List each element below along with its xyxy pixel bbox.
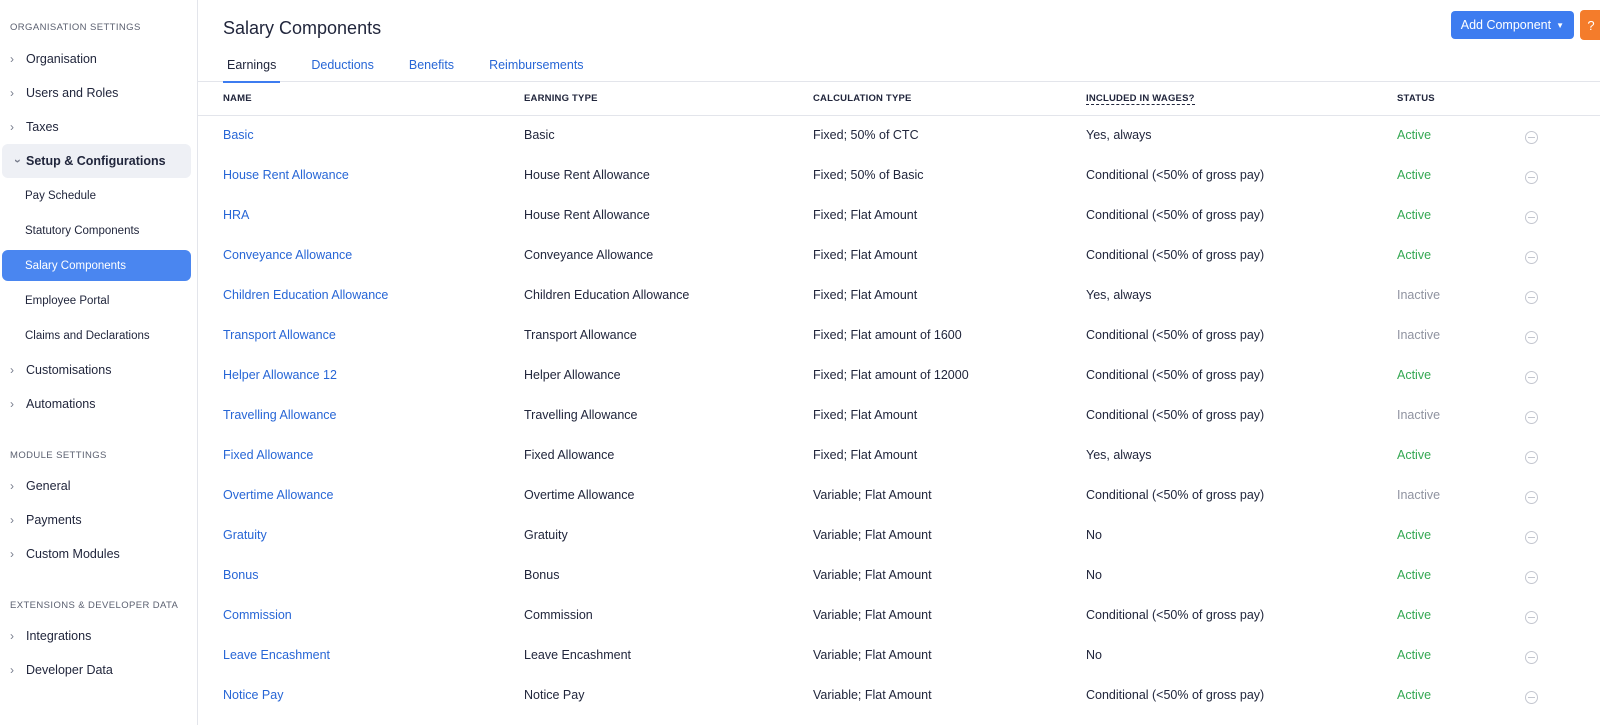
column-header-name: NAME bbox=[198, 82, 524, 115]
component-name-cell bbox=[198, 195, 524, 235]
chevron-right-icon: › bbox=[10, 52, 14, 66]
component-name-cell bbox=[198, 315, 524, 355]
table-row bbox=[198, 195, 1600, 235]
chevron-right-icon: › bbox=[10, 663, 14, 677]
table-row bbox=[198, 475, 1600, 515]
table-row bbox=[198, 395, 1600, 435]
status-cell: Active bbox=[1397, 568, 1432, 582]
calculation-type-cell: Fixed; Flat Amount bbox=[813, 208, 918, 222]
calculation-type-cell: Fixed; Flat Amount bbox=[813, 408, 918, 422]
sidebar-item-setup-configurations[interactable] bbox=[2, 144, 191, 178]
sidebar-item-label: Taxes bbox=[26, 120, 59, 134]
component-name-link[interactable]: Bonus bbox=[223, 568, 259, 582]
component-name-cell bbox=[198, 155, 524, 195]
earning-type-cell: Fixed Allowance bbox=[524, 448, 615, 462]
component-name-cell bbox=[198, 555, 524, 595]
chevron-right-icon: › bbox=[10, 86, 14, 100]
add-component-button[interactable] bbox=[1451, 11, 1574, 39]
chevron-right-icon: › bbox=[10, 363, 14, 377]
sidebar-item-custom-modules[interactable] bbox=[0, 537, 197, 571]
more-options-icon[interactable] bbox=[1525, 291, 1538, 304]
earning-type-cell: Transport Allowance bbox=[524, 328, 637, 342]
included-in-wages-cell: Yes, always bbox=[1086, 448, 1152, 462]
add-component-label: Add Component bbox=[1460, 18, 1552, 32]
status-cell: Inactive bbox=[1397, 328, 1441, 342]
more-options-icon[interactable] bbox=[1525, 571, 1538, 584]
column-header-calculation-type: CALCULATION TYPE bbox=[813, 82, 1086, 115]
row-actions-cell bbox=[1525, 635, 1600, 675]
included-in-wages-cell: Conditional (<50% of gross pay) bbox=[1086, 368, 1265, 382]
included-in-wages-cell: Conditional (<50% of gross pay) bbox=[1086, 328, 1265, 342]
component-name-link[interactable]: Commission bbox=[223, 608, 292, 622]
calculation-type-cell: Variable; Flat Amount bbox=[813, 528, 932, 542]
earning-type-cell: Notice Pay bbox=[524, 688, 585, 702]
sidebar-item-label: Developer Data bbox=[26, 663, 113, 677]
earning-type-cell: Basic bbox=[524, 128, 555, 143]
earning-type-cell: Helper Allowance bbox=[524, 368, 621, 382]
tab-benefits[interactable]: Benefits bbox=[408, 58, 455, 72]
included-in-wages-cell: Conditional (<50% of gross pay) bbox=[1086, 608, 1265, 622]
page-header bbox=[198, 0, 1600, 52]
sidebar-subitem-employee-portal[interactable]: Employee Portal bbox=[25, 294, 110, 307]
component-name-link[interactable]: Fixed Allowance bbox=[223, 448, 314, 462]
component-name-cell bbox=[198, 355, 524, 395]
more-options-icon[interactable] bbox=[1525, 651, 1538, 664]
section-label-organisation: ORGANISATION SETTINGS bbox=[10, 22, 141, 33]
sidebar-item-label: Integrations bbox=[26, 629, 92, 643]
included-in-wages-cell: No bbox=[1086, 568, 1102, 582]
more-options-icon[interactable] bbox=[1525, 691, 1538, 704]
status-cell: Inactive bbox=[1397, 488, 1441, 502]
table-row bbox=[198, 435, 1600, 475]
row-actions-cell bbox=[1525, 595, 1600, 635]
section-label-extensions: EXTENSIONS & DEVELOPER DATA bbox=[10, 600, 179, 611]
earning-type-cell: Conveyance Allowance bbox=[524, 248, 654, 262]
table-row bbox=[198, 275, 1600, 315]
table-row bbox=[198, 555, 1600, 595]
sidebar-item-payments[interactable] bbox=[0, 503, 197, 537]
sidebar-item-label: Customisations bbox=[26, 363, 112, 377]
status-cell: Active bbox=[1397, 368, 1432, 382]
chevron-right-icon: › bbox=[10, 479, 14, 493]
component-name-cell bbox=[198, 115, 524, 155]
sidebar-item-label: Organisation bbox=[26, 52, 97, 66]
included-in-wages-cell: No bbox=[1086, 648, 1102, 662]
sidebar-item-organisation[interactable] bbox=[0, 42, 197, 76]
calculation-type-cell: Fixed; Flat Amount bbox=[813, 248, 918, 262]
calculation-type-cell: Variable; Flat Amount bbox=[813, 688, 932, 702]
page-title: Salary Components bbox=[223, 17, 382, 38]
more-options-icon[interactable] bbox=[1525, 171, 1538, 184]
included-in-wages-cell: Yes, always bbox=[1086, 288, 1152, 302]
header-actions bbox=[1451, 10, 1600, 40]
row-actions-cell bbox=[1525, 275, 1600, 315]
more-options-icon[interactable] bbox=[1525, 611, 1538, 624]
component-name-link[interactable]: Travelling Allowance bbox=[223, 408, 337, 422]
chevron-right-icon: › bbox=[10, 513, 14, 527]
component-name-cell bbox=[198, 515, 524, 555]
component-name-cell bbox=[198, 435, 524, 475]
included-in-wages-cell: Conditional (<50% of gross pay) bbox=[1086, 408, 1265, 422]
table-row bbox=[198, 635, 1600, 675]
component-tabs bbox=[198, 52, 1600, 82]
row-actions-cell bbox=[1525, 555, 1600, 595]
status-cell: Inactive bbox=[1397, 408, 1441, 422]
calculation-type-cell: Variable; Flat Amount bbox=[813, 488, 932, 502]
included-in-wages-cell: No bbox=[1086, 528, 1102, 542]
status-cell: Active bbox=[1397, 208, 1432, 222]
tab-reimbursements[interactable]: Reimbursements bbox=[489, 58, 584, 72]
row-actions-cell bbox=[1525, 235, 1600, 275]
status-cell: Active bbox=[1397, 528, 1432, 542]
component-name-cell bbox=[198, 235, 524, 275]
column-header-included-in-wages bbox=[1086, 82, 1397, 115]
more-options-icon[interactable] bbox=[1525, 531, 1538, 544]
sidebar-item-taxes[interactable] bbox=[0, 110, 197, 144]
component-name-link[interactable]: Helper Allowance 12 bbox=[223, 368, 337, 382]
more-options-icon[interactable] bbox=[1525, 411, 1538, 424]
included-in-wages-cell: Conditional (<50% of gross pay) bbox=[1086, 248, 1265, 262]
table-row bbox=[198, 515, 1600, 555]
chevron-right-icon: › bbox=[10, 547, 14, 561]
salary-components-table bbox=[198, 82, 1600, 715]
sidebar-item-label: Users and Roles bbox=[26, 86, 119, 100]
more-options-icon[interactable] bbox=[1525, 371, 1538, 384]
component-name-link[interactable]: Leave Encashment bbox=[223, 648, 331, 662]
included-in-wages-cell: Conditional (<50% of gross pay) bbox=[1086, 168, 1265, 182]
table-row bbox=[198, 315, 1600, 355]
row-actions-cell bbox=[1525, 395, 1600, 435]
main-content bbox=[198, 0, 1600, 725]
row-actions-cell bbox=[1525, 355, 1600, 395]
row-actions-cell bbox=[1525, 435, 1600, 475]
help-button[interactable]: ? bbox=[1580, 10, 1600, 40]
row-actions-cell bbox=[1525, 675, 1600, 715]
component-name-link[interactable]: Gratuity bbox=[223, 528, 267, 542]
status-cell: Inactive bbox=[1397, 288, 1441, 302]
chevron-right-icon: › bbox=[10, 397, 14, 411]
sidebar-item-label: General bbox=[26, 479, 71, 493]
caret-down-icon: ▼ bbox=[1556, 20, 1564, 30]
earning-type-cell: Overtime Allowance bbox=[524, 488, 635, 502]
more-options-icon[interactable] bbox=[1525, 131, 1538, 144]
sidebar-item-label: Payments bbox=[26, 513, 82, 527]
included-in-wages-header-label[interactable]: INCLUDED IN WAGES? bbox=[1086, 92, 1195, 104]
earning-type-cell: Leave Encashment bbox=[524, 648, 632, 662]
column-header-actions bbox=[1525, 82, 1600, 115]
earning-type-cell: Bonus bbox=[524, 568, 560, 582]
sidebar-item-integrations[interactable] bbox=[0, 619, 197, 653]
more-options-icon[interactable] bbox=[1525, 451, 1538, 464]
tab-deductions[interactable]: Deductions bbox=[311, 58, 374, 72]
more-options-icon[interactable] bbox=[1525, 211, 1538, 224]
included-in-wages-cell: Conditional (<50% of gross pay) bbox=[1086, 208, 1265, 222]
included-in-wages-cell: Conditional (<50% of gross pay) bbox=[1086, 488, 1265, 502]
earning-type-cell: Commission bbox=[524, 608, 593, 622]
earning-type-cell: Children Education Allowance bbox=[524, 288, 690, 302]
calculation-type-cell: Fixed; Flat Amount bbox=[813, 288, 918, 302]
chevron-right-icon: › bbox=[10, 120, 14, 134]
section-label-module-settings: MODULE SETTINGS bbox=[10, 450, 107, 461]
settings-sidebar bbox=[0, 0, 198, 725]
included-in-wages-cell: Conditional (<50% of gross pay) bbox=[1086, 688, 1265, 702]
component-name-link[interactable]: Notice Pay bbox=[223, 688, 284, 702]
sidebar-item-customisations[interactable] bbox=[0, 353, 197, 387]
sidebar-subitem-statutory-components[interactable]: Statutory Components bbox=[25, 224, 140, 237]
component-name-cell bbox=[198, 635, 524, 675]
row-actions-cell bbox=[1525, 115, 1600, 155]
tab-earnings[interactable]: Earnings bbox=[223, 52, 280, 82]
sidebar-item-developer-data[interactable] bbox=[0, 653, 197, 687]
component-name-cell bbox=[198, 595, 524, 635]
status-cell: Active bbox=[1397, 128, 1432, 143]
sidebar-subitem-pay-schedule[interactable]: Pay Schedule bbox=[25, 189, 96, 202]
more-options-icon[interactable] bbox=[1525, 331, 1538, 344]
component-name-link[interactable]: Overtime Allowance bbox=[223, 488, 334, 502]
included-in-wages-cell: Yes, always bbox=[1086, 128, 1152, 143]
row-actions-cell bbox=[1525, 515, 1600, 555]
table-body bbox=[198, 115, 1600, 715]
table-row bbox=[198, 595, 1600, 635]
calculation-type-cell: Variable; Flat Amount bbox=[813, 608, 932, 622]
earning-type-cell: Travelling Allowance bbox=[524, 408, 638, 422]
calculation-type-cell: Variable; Flat Amount bbox=[813, 648, 932, 662]
sidebar-item-label: Setup & Configurations bbox=[26, 154, 166, 168]
table-header-row bbox=[198, 82, 1600, 115]
calculation-type-cell: Fixed; 50% of CTC bbox=[813, 128, 919, 143]
row-actions-cell bbox=[1525, 195, 1600, 235]
sidebar-item-label: Custom Modules bbox=[26, 547, 120, 561]
calculation-type-cell: Variable; Flat Amount bbox=[813, 568, 932, 582]
column-header-status: STATUS bbox=[1397, 82, 1525, 115]
sidebar-subitem-claims-declarations[interactable]: Claims and Declarations bbox=[25, 329, 150, 342]
status-cell: Active bbox=[1397, 168, 1432, 182]
sidebar-item-general[interactable] bbox=[0, 469, 197, 503]
more-options-icon[interactable] bbox=[1525, 491, 1538, 504]
column-header-earning-type: EARNING TYPE bbox=[524, 82, 813, 115]
calculation-type-cell: Fixed; 50% of Basic bbox=[813, 168, 924, 182]
chevron-down-icon: › bbox=[11, 159, 25, 163]
component-name-cell bbox=[198, 275, 524, 315]
table-row bbox=[198, 155, 1600, 195]
table-row bbox=[198, 355, 1600, 395]
component-name-link[interactable]: Conveyance Allowance bbox=[223, 248, 353, 262]
component-name-link[interactable]: HRA bbox=[223, 208, 250, 222]
component-name-link[interactable]: Basic bbox=[223, 128, 254, 143]
component-name-cell bbox=[198, 475, 524, 515]
sidebar-subitem-salary-components[interactable]: Salary Components bbox=[2, 250, 191, 281]
row-actions-cell bbox=[1525, 475, 1600, 515]
earning-type-cell: Gratuity bbox=[524, 528, 568, 542]
calculation-type-cell: Fixed; Flat amount of 1600 bbox=[813, 328, 962, 342]
more-options-icon[interactable] bbox=[1525, 251, 1538, 264]
component-name-cell bbox=[198, 395, 524, 435]
sidebar-item-label: Automations bbox=[26, 397, 96, 411]
sidebar-item-users-and-roles[interactable] bbox=[0, 76, 197, 110]
calculation-type-cell: Fixed; Flat amount of 12000 bbox=[813, 368, 969, 382]
component-name-cell bbox=[198, 675, 524, 715]
component-name-link[interactable]: Children Education Allowance bbox=[223, 288, 389, 302]
status-cell: Active bbox=[1397, 688, 1432, 702]
status-cell: Active bbox=[1397, 608, 1432, 622]
status-cell: Active bbox=[1397, 648, 1432, 662]
component-name-link[interactable]: Transport Allowance bbox=[223, 328, 336, 342]
earning-type-cell: House Rent Allowance bbox=[524, 208, 650, 222]
table-row bbox=[198, 675, 1600, 715]
status-cell: Active bbox=[1397, 448, 1432, 462]
status-cell: Active bbox=[1397, 248, 1432, 262]
row-actions-cell bbox=[1525, 155, 1600, 195]
calculation-type-cell: Fixed; Flat Amount bbox=[813, 448, 918, 462]
sidebar-item-automations[interactable] bbox=[0, 387, 197, 421]
table-row bbox=[198, 235, 1600, 275]
earning-type-cell: House Rent Allowance bbox=[524, 168, 650, 182]
table-row bbox=[198, 115, 1600, 155]
chevron-right-icon: › bbox=[10, 629, 14, 643]
component-name-link[interactable]: House Rent Allowance bbox=[223, 168, 349, 182]
row-actions-cell bbox=[1525, 315, 1600, 355]
